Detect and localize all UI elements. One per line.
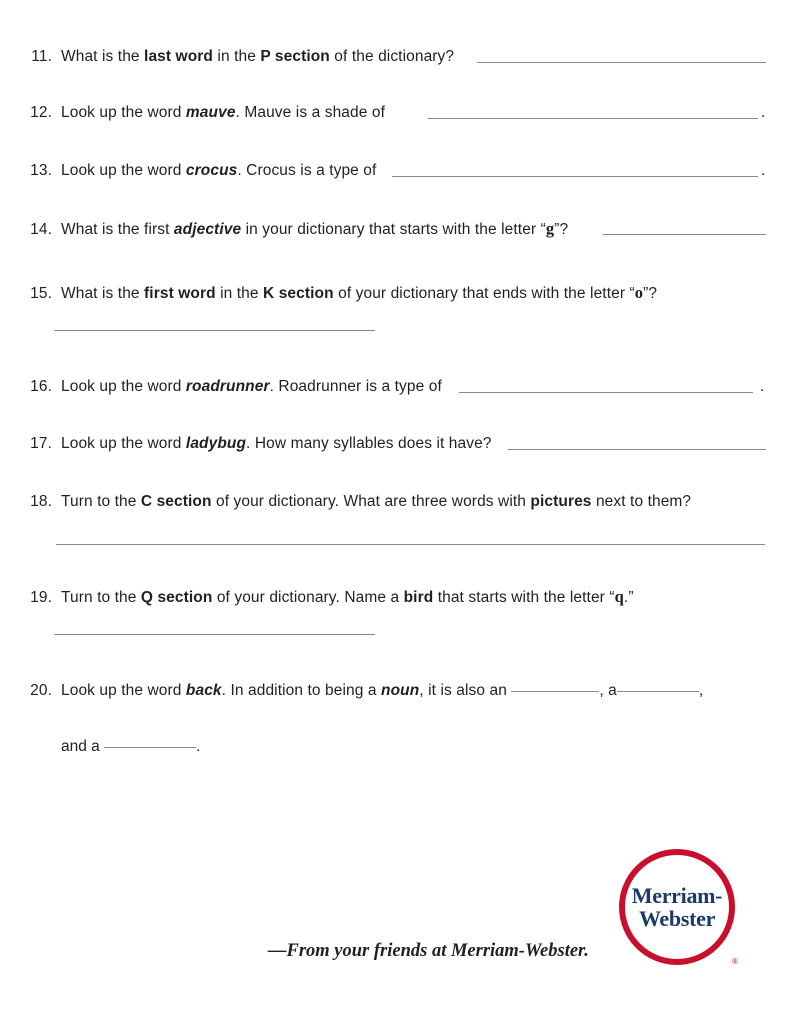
question-13-period xyxy=(761,161,765,180)
text-segment: What is the first xyxy=(61,221,174,238)
text-segment-emphasis: ladybug xyxy=(185,435,247,452)
text-segment-letter: o xyxy=(634,283,644,302)
text-segment: Turn to the xyxy=(61,589,141,606)
text-segment: . How many syllables does it have? xyxy=(246,435,492,452)
text-segment: of your dictionary. What are three words with xyxy=(211,493,531,510)
logo-wordmark xyxy=(619,849,735,965)
answer-blank-17[interactable] xyxy=(508,449,766,450)
text-segment-emphasis: back xyxy=(185,682,222,699)
question-text xyxy=(61,219,568,240)
question-17 xyxy=(22,434,492,453)
question-text xyxy=(61,283,657,304)
text-segment: . Mauve is a shade of xyxy=(235,104,390,121)
text-segment: Look up the word xyxy=(61,378,186,395)
text-segment: and a xyxy=(61,738,105,755)
text-segment-bold: P section xyxy=(260,48,330,65)
question-13 xyxy=(22,161,381,180)
text-segment: , a xyxy=(599,682,617,699)
answer-blank-15[interactable] xyxy=(54,330,375,331)
text-segment: in the xyxy=(215,285,264,302)
question-text xyxy=(61,587,634,608)
answer-blank-20a[interactable] xyxy=(511,691,599,692)
question-number: 14. xyxy=(30,221,52,238)
text-segment-letter: q xyxy=(614,587,624,606)
trailing-punctuation: . xyxy=(761,104,766,121)
answer-blank-18[interactable] xyxy=(56,544,765,545)
text-segment-bold: last word xyxy=(144,48,213,65)
question-number: 18. xyxy=(30,493,52,510)
trailing-punctuation: . xyxy=(760,378,765,395)
text-segment-bold: C section xyxy=(140,493,212,510)
question-14 xyxy=(22,219,568,240)
text-segment-bold: first word xyxy=(144,285,216,302)
question-19 xyxy=(22,587,634,608)
text-segment: that starts with the letter “ xyxy=(433,589,615,606)
question-text xyxy=(61,161,381,180)
text-segment: of the dictionary? xyxy=(329,48,455,65)
question-11 xyxy=(22,47,454,66)
text-segment-emphasis: crocus xyxy=(185,162,238,179)
text-segment: . In addition to being a xyxy=(221,682,381,699)
trailing-punctuation: . xyxy=(761,162,766,179)
answer-blank-14[interactable] xyxy=(603,234,766,235)
text-segment: Turn to the xyxy=(61,493,141,510)
logo-line-2: Webster xyxy=(638,905,716,931)
text-segment: of your dictionary that ends with the letter “ xyxy=(333,285,635,302)
question-number: 12. xyxy=(30,104,52,121)
question-15 xyxy=(22,283,657,304)
question-number: 11. xyxy=(31,48,52,65)
text-segment-emphasis: adjective xyxy=(173,221,242,238)
question-16 xyxy=(22,377,446,396)
text-segment: of your dictionary. Name a xyxy=(212,589,404,606)
text-segment: What is the xyxy=(61,285,145,302)
question-number: 15. xyxy=(30,285,52,302)
answer-blank-12[interactable] xyxy=(428,118,758,119)
text-segment: What is the xyxy=(61,48,145,65)
question-text xyxy=(61,47,454,66)
signoff-text: —From your friends at Merriam-Webster. xyxy=(268,941,589,961)
text-segment: ”? xyxy=(554,221,569,238)
text-segment: , it is also an xyxy=(419,682,512,699)
question-12-period xyxy=(761,103,765,122)
answer-blank-13[interactable] xyxy=(392,176,758,177)
text-segment: in your dictionary that starts with the letter “ xyxy=(241,221,546,238)
text-segment: Look up the word xyxy=(61,104,186,121)
registered-trademark-icon: ® xyxy=(732,957,738,966)
question-text xyxy=(61,681,703,700)
text-segment-bold: K section xyxy=(263,285,334,302)
question-number: 19. xyxy=(30,589,52,606)
question-number: 13. xyxy=(30,162,52,179)
answer-blank-11[interactable] xyxy=(477,62,766,63)
logo-line-1: Merriam- xyxy=(631,882,723,908)
text-segment: .” xyxy=(623,589,634,606)
question-16-period xyxy=(760,377,764,396)
text-segment-bold: bird xyxy=(403,589,434,606)
text-segment: ”? xyxy=(643,285,658,302)
text-segment: Look up the word xyxy=(61,435,186,452)
text-segment: Look up the word xyxy=(61,682,186,699)
merriam-webster-logo xyxy=(619,849,738,966)
text-segment-emphasis: mauve xyxy=(185,104,236,121)
question-number: 17. xyxy=(30,435,52,452)
text-segment-emphasis: noun xyxy=(381,682,420,699)
answer-blank-16[interactable] xyxy=(459,392,753,393)
text-segment: . xyxy=(196,738,201,755)
text-segment: , xyxy=(698,682,704,699)
question-number: 16. xyxy=(30,378,52,395)
text-segment-bold: Q section xyxy=(140,589,213,606)
question-text xyxy=(61,377,446,396)
text-segment-bold: pictures xyxy=(530,493,592,510)
question-text xyxy=(61,492,691,511)
text-segment: in the xyxy=(213,48,261,65)
answer-blank-20b[interactable] xyxy=(617,691,699,692)
question-18 xyxy=(22,492,691,511)
text-segment: Look up the word xyxy=(61,162,186,179)
question-20 xyxy=(22,681,703,700)
question-12 xyxy=(22,103,389,122)
text-segment: . Crocus is a type of xyxy=(237,162,381,179)
question-20-continuation xyxy=(61,738,200,756)
text-segment: next to them? xyxy=(591,493,692,510)
text-segment-emphasis: roadrunner xyxy=(185,378,270,395)
answer-blank-20c[interactable] xyxy=(104,747,196,748)
text-segment: . Roadrunner is a type of xyxy=(269,378,447,395)
answer-blank-19[interactable] xyxy=(54,634,375,635)
question-text xyxy=(61,103,389,122)
question-text xyxy=(61,434,492,453)
text-segment-letter: g xyxy=(545,219,555,238)
question-number: 20. xyxy=(30,682,52,699)
